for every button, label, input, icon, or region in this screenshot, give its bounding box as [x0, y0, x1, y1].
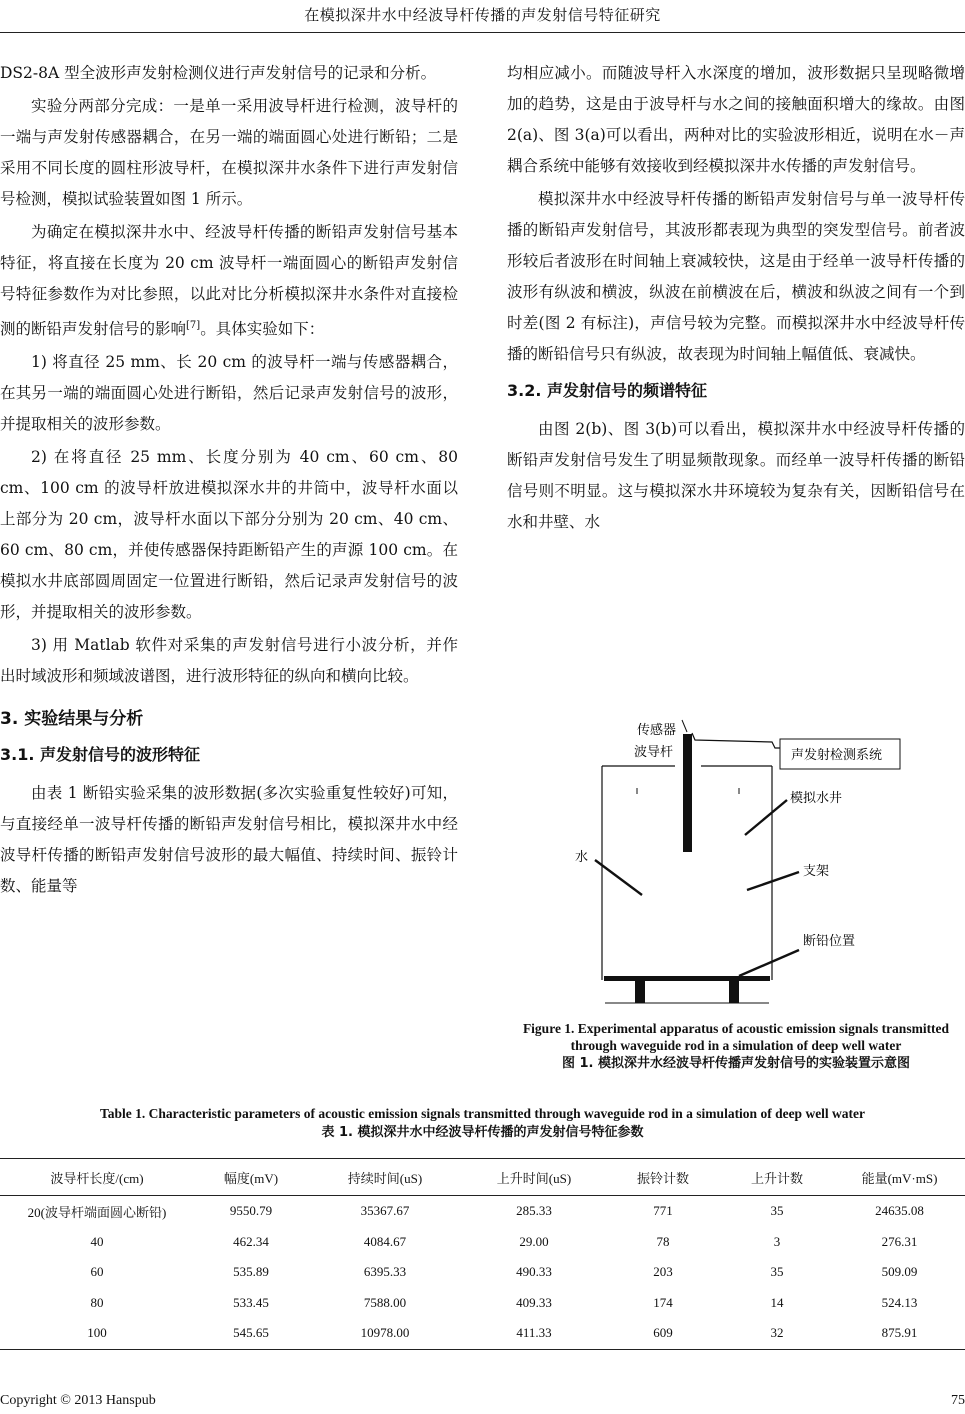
table-cell: 10978.00	[308, 1318, 462, 1349]
support-left	[635, 981, 645, 1003]
subsection-heading: 3.2. 声发射信号的频谱特征	[507, 381, 707, 400]
table-cell: 203	[653, 1264, 673, 1280]
label-well: 模拟水井	[790, 791, 843, 806]
table-cell: 6395.33	[363, 1264, 407, 1280]
label-support: 支架	[803, 864, 830, 879]
column-header: 能量(mV·mS)	[834, 1159, 965, 1196]
table-cell: 276.31	[881, 1233, 918, 1249]
table-cell: 35	[770, 1203, 784, 1219]
table-cell: 35367.67	[360, 1203, 410, 1219]
table-caption-cn: 表 1. 模拟深井水中经波导杆传播的声发射信号特征参数	[321, 1125, 644, 1140]
figure-caption-en: Figure 1. Experimental apparatus of acoustic emission signals transmitted through waveguide rod in a simulation of deep well water	[522, 1021, 950, 1053]
section-heading: 3. 实验结果与分析	[0, 709, 144, 730]
table-cell: 609	[606, 1318, 720, 1349]
table-cell: 7588.00	[363, 1294, 407, 1310]
table-cell: 409.33	[516, 1294, 552, 1310]
column-header: 上升时间(uS)	[462, 1159, 606, 1196]
table-cell: 60	[90, 1264, 104, 1280]
paragraph: DS2-8A 型全波形声发射检测仪进行声发射信号的记录和分析。	[0, 64, 437, 82]
leader-support	[747, 872, 799, 890]
column-header: 上升计数	[720, 1159, 834, 1196]
table-cell: 771	[653, 1203, 673, 1219]
paragraph-text: 为确定在模拟深井水中、经波导杆传播的断铅声发射信号基本特征，将直接在长度为 20 cm 波导杆一端面圆心的断铅声发射信号特征参数作为对比参照，以此对比分析模拟深井水条件对直接检测的断铅声发射信号的影响	[0, 223, 458, 339]
table-header-row	[0, 1159, 965, 1196]
left-column	[0, 58, 458, 902]
paragraph: 3) 用 Matlab 软件对采集的声发射信号进行小波分析，并作出时域波形和频域波谱图，进行波形特征的纵向和横向比较。	[0, 636, 458, 686]
running-header: 在模拟深井水中经波导杆传播的声发射信号特征研究	[304, 6, 661, 24]
table-cell: 509.09	[881, 1264, 918, 1280]
header-rule	[0, 32, 965, 33]
subsection-heading: 3.1. 声发射信号的波形特征	[0, 745, 200, 765]
table-row	[0, 1196, 965, 1227]
table-caption	[0, 1104, 965, 1142]
column-header: 波导杆长度/(cm)	[0, 1159, 194, 1196]
apparatus-diagram	[507, 710, 965, 1020]
label-system: 声发射检测系统	[791, 748, 883, 763]
footer-page-number: 75	[951, 1393, 965, 1408]
table-cell: 4084.67	[363, 1233, 407, 1249]
figure-apparatus	[507, 710, 965, 1020]
table-cell: 20(波导杆端面圆心断铅)	[27, 1204, 167, 1220]
table-cell: 14	[770, 1294, 784, 1310]
table-cell: 35	[770, 1264, 784, 1280]
parameters-table	[0, 1158, 965, 1350]
table-row	[0, 1257, 965, 1288]
well-bottom	[604, 976, 770, 981]
paragraph	[0, 217, 458, 345]
table-cell: 524.13	[881, 1294, 918, 1310]
table-cell: 24635.08	[875, 1203, 924, 1219]
paragraph: 2) 在将直径 25 mm、长度分别为 40 cm、60 cm、80 cm、100 cm 的波导杆放进模拟深水井的井筒中，波导杆水面以上部分为 20 cm，波导杆水面以下部分分别为 20 cm、40 cm、60 cm、80 cm，并使传感器保持距断铅产生的声源 100 cm。在模拟水井底部圆周固定一位置进行断铅，然后记录声发射信号的波形，并提取相关的波形参数。	[0, 448, 458, 622]
label-water: 水	[575, 850, 589, 865]
table-caption-en: Table 1. Characteristic parameters of acoustic emission signals transmitted through waveguide rod in a simulation of deep well water	[99, 1106, 866, 1121]
support-right	[729, 981, 739, 1003]
figure-caption	[507, 1020, 965, 1072]
table-cell: 80	[90, 1294, 104, 1310]
table-cell: 32	[720, 1318, 834, 1349]
table-cell: 411.33	[462, 1318, 606, 1349]
table-cell: 174	[653, 1294, 673, 1310]
paragraph: 由表 1 断铅实验采集的波形数据(多次实验重复性较好)可知，与直接经单一波导杆传播的断铅声发射信号相比，模拟深井水中经波导杆传播的断铅声发射信号波形的最大幅值、持续时间、振铃计数、能量等	[0, 784, 458, 896]
figure-caption-cn: 图 1. 模拟深井水经波导杆传播声发射信号的实验装置示意图	[561, 1056, 911, 1071]
table-cell: 3	[773, 1233, 781, 1249]
table-cell: 490.33	[516, 1264, 552, 1280]
paragraph: 1) 将直径 25 mm、长 20 cm 的波导杆一端与传感器耦合，在其另一端的端面圆心处进行断铅，然后记录声发射信号的波形，并提取相关的波形参数。	[0, 353, 458, 434]
paragraph: 模拟深井水中经波导杆传播的断铅声发射信号与单一波导杆传播的断铅声发射信号，其波形都表现为典型的突发型信号。前者波形较后者波形在时间轴上衰减较快，这是由于经单一波导杆传播的波形有纵波和横波，纵波在前横波在后，横波和纵波之间有一个到时差(图 2 有标注)，声信号较为完整。而模拟深井水中经波导杆传播的断铅信号只有纵波，故表现为时间轴上幅值低、衰减快。	[507, 190, 965, 363]
paragraph: 均相应减小。而随波导杆入水深度的增加，波形数据只呈现略微增加的趋势，这是由于波导杆与水之间的接触面积增大的缘故。由图 2(a)、图 3(a)可以看出，两种对比的实验波形相近，说明在水－声耦合系统中能够有效接收到经模拟深井水传播的声发射信号。	[507, 64, 965, 175]
table-row	[0, 1318, 965, 1349]
waveguide-rod	[683, 734, 692, 852]
paragraph-text: 。具体实验如下：	[200, 320, 325, 339]
column-header: 持续时间(uS)	[308, 1159, 462, 1196]
footer-copyright: Copyright © 2013 Hanspub	[0, 1393, 156, 1408]
table-cell: 29.00	[519, 1233, 549, 1249]
table-cell: 40	[90, 1233, 104, 1249]
column-header: 幅度(mV)	[194, 1159, 308, 1196]
table-cell: 545.65	[194, 1318, 308, 1349]
column-header: 振铃计数	[606, 1159, 720, 1196]
leader-well	[745, 800, 787, 835]
right-column	[507, 58, 965, 538]
label-rod: 波导杆	[634, 745, 674, 760]
table-cell: 533.45	[233, 1294, 269, 1310]
table-cell: 78	[656, 1233, 670, 1249]
table-cell: 535.89	[233, 1264, 269, 1280]
paragraph: 实验分两部分完成：一是单一采用波导杆进行检测，波导杆的一端与声发射传感器耦合，在另一端的端面圆心处进行断铅；二是采用不同长度的圆柱形波导杆，在模拟深井水条件下进行声发射信号检测，模拟试验装置如图 1 所示。	[0, 97, 458, 208]
table-cell: 462.34	[233, 1233, 269, 1249]
table-cell: 100	[0, 1318, 194, 1349]
label-sensor: 传感器	[637, 723, 677, 738]
citation-ref[interactable]: [7]	[186, 320, 201, 331]
table-row	[0, 1227, 965, 1258]
paragraph: 由图 2(b)、图 3(b)可以看出，模拟深井水中经波导杆传播的断铅声发射信号发生了明显频散现象。而经单一波导杆传播的断铅信号则不明显。这与模拟深水井环境较为复杂有关，因断铅信号在水和井壁、水	[507, 420, 965, 531]
table-row	[0, 1288, 965, 1319]
table-cell: 9550.79	[229, 1203, 273, 1219]
leader-break	[739, 950, 799, 976]
label-break: 断铅位置	[803, 934, 856, 949]
table-cell: 875.91	[834, 1318, 965, 1349]
table-cell: 285.33	[516, 1203, 552, 1219]
